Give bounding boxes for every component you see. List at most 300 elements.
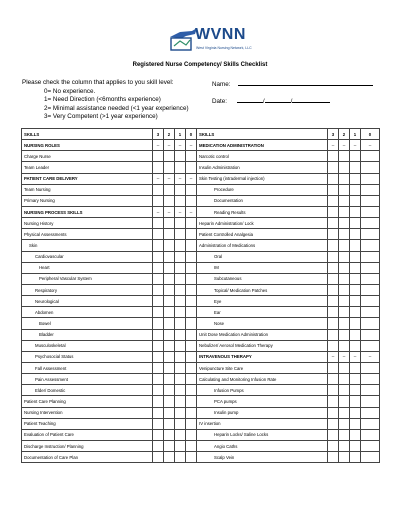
- rating-checkbox-2[interactable]: [164, 329, 175, 340]
- rating-checkbox-2[interactable]: [339, 240, 350, 251]
- rating-checkbox-0[interactable]: [361, 284, 380, 295]
- rating-checkbox-1[interactable]: [175, 318, 186, 329]
- rating-checkbox-1[interactable]: [350, 184, 361, 195]
- rating-checkbox-3[interactable]: [328, 296, 339, 307]
- table-row: [22, 284, 380, 295]
- rating-checkbox-2[interactable]: [339, 218, 350, 229]
- rating-checkbox-3[interactable]: [153, 251, 164, 262]
- rating-checkbox-0[interactable]: [361, 151, 380, 162]
- skills-table-body: [22, 140, 380, 463]
- rating-checkbox-0[interactable]: [361, 184, 380, 195]
- rating-checkbox-3[interactable]: [328, 340, 339, 351]
- rating-checkbox-1[interactable]: [350, 296, 361, 307]
- rating-checkbox-0[interactable]: [186, 151, 197, 162]
- table-row: [22, 396, 380, 407]
- rating-checkbox-3[interactable]: [328, 273, 339, 284]
- skill-label: Team Leader: [22, 162, 153, 173]
- rating-dash: --: [164, 140, 175, 151]
- skill-label: Respiratory: [22, 284, 153, 295]
- rating-checkbox-0[interactable]: [361, 206, 380, 217]
- rating-checkbox-1[interactable]: [350, 396, 361, 407]
- rating-checkbox-1[interactable]: [350, 418, 361, 429]
- rating-checkbox-1[interactable]: [175, 440, 186, 451]
- skill-label: IV insertion: [197, 418, 328, 429]
- rating-checkbox-0[interactable]: [361, 452, 380, 463]
- logo-subtext: West Virginia Nursing Network, LLC: [196, 46, 252, 50]
- skill-label: Bowel: [22, 318, 153, 329]
- rating-checkbox-0[interactable]: [186, 229, 197, 240]
- rating-header-3: 3: [328, 129, 339, 140]
- rating-checkbox-2[interactable]: [164, 151, 175, 162]
- rating-checkbox-0[interactable]: [186, 374, 197, 385]
- rating-header-0: 0: [361, 129, 380, 140]
- name-field[interactable]: [238, 79, 373, 86]
- rating-header-3: 3: [153, 129, 164, 140]
- skill-label: Calculating and Monitoring Infusion Rate: [197, 374, 328, 385]
- rating-checkbox-2[interactable]: [164, 162, 175, 173]
- rating-checkbox-3[interactable]: [328, 329, 339, 340]
- rating-checkbox-1[interactable]: [175, 262, 186, 273]
- rating-checkbox-3[interactable]: [328, 218, 339, 229]
- rating-checkbox-2[interactable]: [339, 184, 350, 195]
- table-row: [22, 173, 380, 184]
- skill-label: Charge Nurse: [22, 151, 153, 162]
- rating-checkbox-3[interactable]: [328, 229, 339, 240]
- rating-checkbox-0[interactable]: [186, 340, 197, 351]
- skills-table: [21, 128, 380, 463]
- rating-dash: --: [350, 351, 361, 362]
- rating-checkbox-0[interactable]: [361, 307, 380, 318]
- rating-checkbox-1[interactable]: [350, 218, 361, 229]
- rating-checkbox-3[interactable]: [153, 440, 164, 451]
- rating-checkbox-2[interactable]: [164, 452, 175, 463]
- rating-checkbox-2[interactable]: [339, 452, 350, 463]
- rating-checkbox-2[interactable]: [339, 206, 350, 217]
- rating-checkbox-3[interactable]: [328, 184, 339, 195]
- rating-checkbox-2[interactable]: [339, 374, 350, 385]
- rating-checkbox-2[interactable]: [339, 173, 350, 184]
- skill-label: Pain Assessment: [22, 374, 153, 385]
- table-row: [22, 351, 380, 362]
- rating-checkbox-3[interactable]: [153, 452, 164, 463]
- skill-label: Angio Caths: [197, 440, 328, 451]
- skill-label: Procedure: [197, 184, 328, 195]
- skill-label: Reading Results: [197, 206, 328, 217]
- rating-checkbox-1[interactable]: [350, 452, 361, 463]
- instructions: [22, 79, 189, 122]
- rating-checkbox-2[interactable]: [164, 273, 175, 284]
- rating-checkbox-2[interactable]: [339, 307, 350, 318]
- rating-checkbox-1[interactable]: [350, 229, 361, 240]
- date-month-field[interactable]: [237, 96, 263, 103]
- rating-dash: --: [361, 140, 380, 151]
- rating-checkbox-0[interactable]: [361, 173, 380, 184]
- rating-checkbox-0[interactable]: [186, 385, 197, 396]
- table-row: [22, 206, 380, 217]
- rating-checkbox-0[interactable]: [186, 418, 197, 429]
- rating-checkbox-1[interactable]: [175, 296, 186, 307]
- rating-checkbox-0[interactable]: [186, 184, 197, 195]
- rating-checkbox-3[interactable]: [153, 407, 164, 418]
- rating-checkbox-2[interactable]: [164, 195, 175, 206]
- rating-checkbox-1[interactable]: [175, 195, 186, 206]
- rating-header-0: 0: [186, 129, 197, 140]
- rating-checkbox-0[interactable]: [361, 396, 380, 407]
- rating-dash: --: [328, 351, 339, 362]
- table-header-row: [22, 129, 380, 140]
- skill-label: Neurological: [22, 296, 153, 307]
- rating-checkbox-1[interactable]: [350, 240, 361, 251]
- rating-checkbox-2[interactable]: [164, 284, 175, 295]
- rating-checkbox-0[interactable]: [186, 218, 197, 229]
- rating-checkbox-1[interactable]: [350, 251, 361, 262]
- skill-label: Fall Assessment: [22, 362, 153, 373]
- rating-checkbox-3[interactable]: [153, 162, 164, 173]
- rating-checkbox-1[interactable]: [175, 184, 186, 195]
- rating-checkbox-0[interactable]: [361, 262, 380, 273]
- skill-label: Eye: [197, 296, 328, 307]
- rating-checkbox-0[interactable]: [361, 195, 380, 206]
- rating-checkbox-2[interactable]: [164, 440, 175, 451]
- section-heading: NURSING PROCESS SKILLS: [22, 206, 153, 217]
- option-0: 0= No experience.: [44, 87, 96, 95]
- rating-checkbox-2[interactable]: [164, 229, 175, 240]
- rating-checkbox-3[interactable]: [153, 240, 164, 251]
- skill-label: Patient Teaching: [22, 418, 153, 429]
- rating-checkbox-2[interactable]: [339, 396, 350, 407]
- rating-checkbox-2[interactable]: [339, 440, 350, 451]
- rating-checkbox-3[interactable]: [328, 307, 339, 318]
- rating-checkbox-0[interactable]: [361, 385, 380, 396]
- rating-checkbox-2[interactable]: [339, 318, 350, 329]
- skill-label: Nebulizer/ Aerosol Medication Therapy: [197, 340, 328, 351]
- rating-checkbox-3[interactable]: [328, 396, 339, 407]
- date-separator: /: [262, 98, 265, 105]
- table-row: [22, 318, 380, 329]
- rating-checkbox-2[interactable]: [339, 429, 350, 440]
- rating-checkbox-1[interactable]: [175, 218, 186, 229]
- rating-dash: --: [339, 140, 350, 151]
- rating-checkbox-0[interactable]: [186, 284, 197, 295]
- rating-checkbox-0[interactable]: [186, 362, 197, 373]
- rating-dash: --: [350, 140, 361, 151]
- rating-checkbox-2[interactable]: [339, 296, 350, 307]
- rating-checkbox-1[interactable]: [175, 385, 186, 396]
- rating-checkbox-3[interactable]: [328, 240, 339, 251]
- rating-checkbox-0[interactable]: [186, 195, 197, 206]
- name-label: Name:: [212, 81, 231, 88]
- rating-checkbox-1[interactable]: [350, 362, 361, 373]
- rating-dash: --: [153, 206, 164, 217]
- rating-checkbox-1[interactable]: [175, 374, 186, 385]
- rating-checkbox-1[interactable]: [350, 262, 361, 273]
- nurse-cap-logo-icon: [168, 28, 198, 52]
- rating-dash: --: [175, 173, 186, 184]
- rating-checkbox-1[interactable]: [175, 273, 186, 284]
- rating-checkbox-1[interactable]: [350, 162, 361, 173]
- rating-checkbox-2[interactable]: [164, 296, 175, 307]
- skills-header: SKILLS: [197, 129, 328, 140]
- skill-label: Heart: [22, 262, 153, 273]
- rating-checkbox-1[interactable]: [350, 318, 361, 329]
- rating-checkbox-3[interactable]: [153, 229, 164, 240]
- skill-label: Documentation: [197, 195, 328, 206]
- rating-checkbox-1[interactable]: [175, 229, 186, 240]
- rating-checkbox-0[interactable]: [361, 362, 380, 373]
- table-row: [22, 140, 380, 151]
- logo-wordmark: WVNN: [195, 26, 246, 43]
- rating-checkbox-0[interactable]: [361, 329, 380, 340]
- rating-checkbox-3[interactable]: [328, 173, 339, 184]
- rating-checkbox-0[interactable]: [361, 374, 380, 385]
- rating-checkbox-1[interactable]: [175, 340, 186, 351]
- rating-checkbox-1[interactable]: [350, 273, 361, 284]
- rating-checkbox-1[interactable]: [175, 307, 186, 318]
- option-3: 3= Very Competent (>1 year experience): [44, 113, 158, 121]
- rating-checkbox-1[interactable]: [350, 195, 361, 206]
- rating-checkbox-1[interactable]: [175, 151, 186, 162]
- rating-checkbox-0[interactable]: [186, 440, 197, 451]
- rating-checkbox-0[interactable]: [361, 340, 380, 351]
- table-row: [22, 184, 380, 195]
- rating-checkbox-0[interactable]: [361, 162, 380, 173]
- rating-dash: --: [328, 140, 339, 151]
- rating-checkbox-1[interactable]: [175, 396, 186, 407]
- rating-checkbox-3[interactable]: [153, 429, 164, 440]
- rating-checkbox-3[interactable]: [153, 262, 164, 273]
- rating-checkbox-0[interactable]: [361, 318, 380, 329]
- rating-checkbox-3[interactable]: [328, 440, 339, 451]
- rating-checkbox-2[interactable]: [339, 162, 350, 173]
- skill-label: Narcotic control: [197, 151, 328, 162]
- rating-checkbox-1[interactable]: [175, 251, 186, 262]
- skill-label: Heparin Locks/ Saline Locks: [197, 429, 328, 440]
- rating-checkbox-2[interactable]: [164, 351, 175, 362]
- skill-label: Topical/ Medication Patches: [197, 284, 328, 295]
- rating-checkbox-1[interactable]: [175, 407, 186, 418]
- table-row: [22, 329, 380, 340]
- rating-checkbox-2[interactable]: [339, 418, 350, 429]
- rating-checkbox-1[interactable]: [350, 329, 361, 340]
- rating-dash: --: [361, 351, 380, 362]
- rating-checkbox-2[interactable]: [339, 273, 350, 284]
- rating-checkbox-3[interactable]: [328, 284, 339, 295]
- skill-label: Cardiovascular: [22, 251, 153, 262]
- rating-checkbox-3[interactable]: [153, 374, 164, 385]
- page-title: Registered Nurse Competency/ Skills Checklist: [132, 62, 268, 68]
- rating-checkbox-0[interactable]: [361, 296, 380, 307]
- rating-checkbox-2[interactable]: [339, 329, 350, 340]
- rating-checkbox-0[interactable]: [186, 329, 197, 340]
- skill-label: Primary Nursing: [22, 195, 153, 206]
- rating-checkbox-2[interactable]: [164, 184, 175, 195]
- rating-checkbox-0[interactable]: [186, 407, 197, 418]
- rating-checkbox-0[interactable]: [186, 273, 197, 284]
- rating-header-1: 1: [350, 129, 361, 140]
- rating-checkbox-2[interactable]: [339, 362, 350, 373]
- skill-label: Patient Controlled Analgesia: [197, 229, 328, 240]
- rating-checkbox-1[interactable]: [350, 440, 361, 451]
- date-day-field[interactable]: [262, 96, 291, 105]
- rating-checkbox-3[interactable]: [153, 296, 164, 307]
- rating-checkbox-3[interactable]: [328, 251, 339, 262]
- rating-checkbox-1[interactable]: [175, 452, 186, 463]
- rating-checkbox-3[interactable]: [328, 429, 339, 440]
- rating-checkbox-3[interactable]: [153, 385, 164, 396]
- rating-dash: --: [153, 173, 164, 184]
- rating-checkbox-3[interactable]: [153, 218, 164, 229]
- rating-checkbox-0[interactable]: [361, 251, 380, 262]
- rating-checkbox-2[interactable]: [339, 385, 350, 396]
- rating-checkbox-3[interactable]: [328, 418, 339, 429]
- rating-checkbox-0[interactable]: [361, 418, 380, 429]
- rating-checkbox-0[interactable]: [186, 429, 197, 440]
- rating-checkbox-3[interactable]: [328, 362, 339, 373]
- rating-checkbox-3[interactable]: [328, 151, 339, 162]
- rating-checkbox-0[interactable]: [186, 318, 197, 329]
- rating-checkbox-1[interactable]: [350, 206, 361, 217]
- table-row: [22, 429, 380, 440]
- rating-checkbox-3[interactable]: [328, 318, 339, 329]
- rating-checkbox-1[interactable]: [350, 407, 361, 418]
- rating-checkbox-1[interactable]: [350, 429, 361, 440]
- rating-checkbox-3[interactable]: [328, 195, 339, 206]
- rating-checkbox-2[interactable]: [339, 340, 350, 351]
- rating-checkbox-1[interactable]: [350, 385, 361, 396]
- rating-checkbox-0[interactable]: [186, 307, 197, 318]
- rating-checkbox-3[interactable]: [153, 284, 164, 295]
- rating-checkbox-3[interactable]: [328, 407, 339, 418]
- skill-label: Elder/ Domestic: [22, 385, 153, 396]
- rating-checkbox-1[interactable]: [350, 284, 361, 295]
- rating-checkbox-2[interactable]: [164, 396, 175, 407]
- rating-checkbox-3[interactable]: [153, 396, 164, 407]
- rating-checkbox-1[interactable]: [175, 429, 186, 440]
- rating-checkbox-3[interactable]: [328, 262, 339, 273]
- rating-checkbox-2[interactable]: [164, 362, 175, 373]
- rating-checkbox-3[interactable]: [153, 195, 164, 206]
- rating-checkbox-3[interactable]: [153, 318, 164, 329]
- rating-checkbox-0[interactable]: [361, 229, 380, 240]
- rating-checkbox-0[interactable]: [186, 296, 197, 307]
- rating-checkbox-1[interactable]: [350, 374, 361, 385]
- rating-checkbox-3[interactable]: [153, 418, 164, 429]
- skill-label: IM: [197, 262, 328, 273]
- table-row: [22, 162, 380, 173]
- rating-checkbox-2[interactable]: [164, 429, 175, 440]
- section-heading: MEDICATION ADMINISTRATION: [197, 140, 328, 151]
- rating-checkbox-3[interactable]: [153, 329, 164, 340]
- rating-checkbox-3[interactable]: [328, 385, 339, 396]
- rating-dash: --: [153, 140, 164, 151]
- rating-checkbox-2[interactable]: [339, 229, 350, 240]
- skill-label: Documentation of Care Plan: [22, 452, 153, 463]
- rating-checkbox-3[interactable]: [153, 151, 164, 162]
- rating-checkbox-2[interactable]: [164, 251, 175, 262]
- rating-checkbox-0[interactable]: [186, 396, 197, 407]
- rating-checkbox-1[interactable]: [175, 351, 186, 362]
- skill-label: Nursing Intervention: [22, 407, 153, 418]
- rating-checkbox-0[interactable]: [361, 240, 380, 251]
- rating-checkbox-2[interactable]: [339, 151, 350, 162]
- rating-checkbox-1[interactable]: [175, 240, 186, 251]
- skill-label: Bladder: [22, 329, 153, 340]
- table-row: [22, 296, 380, 307]
- date-year-field[interactable]: [292, 96, 330, 103]
- rating-checkbox-1[interactable]: [175, 418, 186, 429]
- rating-checkbox-3[interactable]: [328, 206, 339, 217]
- rating-checkbox-0[interactable]: [361, 440, 380, 451]
- rating-checkbox-2[interactable]: [164, 418, 175, 429]
- rating-checkbox-1[interactable]: [175, 284, 186, 295]
- section-heading: PATIENT CARE DELIVERY: [22, 173, 153, 184]
- rating-checkbox-0[interactable]: [186, 251, 197, 262]
- rating-checkbox-2[interactable]: [339, 284, 350, 295]
- rating-checkbox-0[interactable]: [186, 262, 197, 273]
- skill-label: Physical Assessments: [22, 229, 153, 240]
- rating-checkbox-1[interactable]: [175, 362, 186, 373]
- rating-checkbox-2[interactable]: [164, 218, 175, 229]
- table-row: [22, 229, 380, 240]
- skill-label: Abdomen: [22, 307, 153, 318]
- rating-checkbox-1[interactable]: [175, 162, 186, 173]
- skill-label: Oral: [197, 251, 328, 262]
- rating-checkbox-0[interactable]: [361, 218, 380, 229]
- skill-label: Discharge Instruction/ Planning: [22, 440, 153, 451]
- rating-checkbox-3[interactable]: [328, 374, 339, 385]
- rating-checkbox-2[interactable]: [164, 374, 175, 385]
- rating-checkbox-0[interactable]: [186, 452, 197, 463]
- rating-checkbox-2[interactable]: [164, 340, 175, 351]
- rating-checkbox-2[interactable]: [164, 318, 175, 329]
- rating-checkbox-1[interactable]: [175, 329, 186, 340]
- rating-checkbox-1[interactable]: [350, 151, 361, 162]
- rating-checkbox-2[interactable]: [339, 262, 350, 273]
- rating-checkbox-0[interactable]: [186, 240, 197, 251]
- rating-checkbox-2[interactable]: [164, 262, 175, 273]
- rating-checkbox-3[interactable]: [153, 362, 164, 373]
- rating-checkbox-0[interactable]: [186, 162, 197, 173]
- rating-checkbox-0[interactable]: [361, 273, 380, 284]
- rating-checkbox-1[interactable]: [350, 340, 361, 351]
- rating-checkbox-2[interactable]: [164, 240, 175, 251]
- rating-checkbox-2[interactable]: [164, 307, 175, 318]
- rating-checkbox-0[interactable]: [361, 429, 380, 440]
- rating-checkbox-3[interactable]: [328, 452, 339, 463]
- rating-checkbox-3[interactable]: [328, 162, 339, 173]
- rating-checkbox-3[interactable]: [153, 184, 164, 195]
- skill-label: Team Nursing: [22, 184, 153, 195]
- rating-checkbox-0[interactable]: [186, 351, 197, 362]
- table-row: [22, 362, 380, 373]
- rating-checkbox-2[interactable]: [339, 407, 350, 418]
- rating-checkbox-3[interactable]: [153, 307, 164, 318]
- rating-checkbox-2[interactable]: [339, 251, 350, 262]
- table-row: [22, 151, 380, 162]
- rating-checkbox-2[interactable]: [164, 385, 175, 396]
- rating-checkbox-2[interactable]: [339, 195, 350, 206]
- rating-checkbox-3[interactable]: [153, 351, 164, 362]
- skill-label: PCA pumps: [197, 396, 328, 407]
- rating-checkbox-0[interactable]: [361, 407, 380, 418]
- rating-dash: --: [186, 173, 197, 184]
- rating-checkbox-3[interactable]: [153, 273, 164, 284]
- rating-checkbox-3[interactable]: [153, 340, 164, 351]
- rating-header-2: 2: [164, 129, 175, 140]
- rating-checkbox-1[interactable]: [350, 173, 361, 184]
- rating-checkbox-2[interactable]: [164, 407, 175, 418]
- rating-checkbox-1[interactable]: [350, 307, 361, 318]
